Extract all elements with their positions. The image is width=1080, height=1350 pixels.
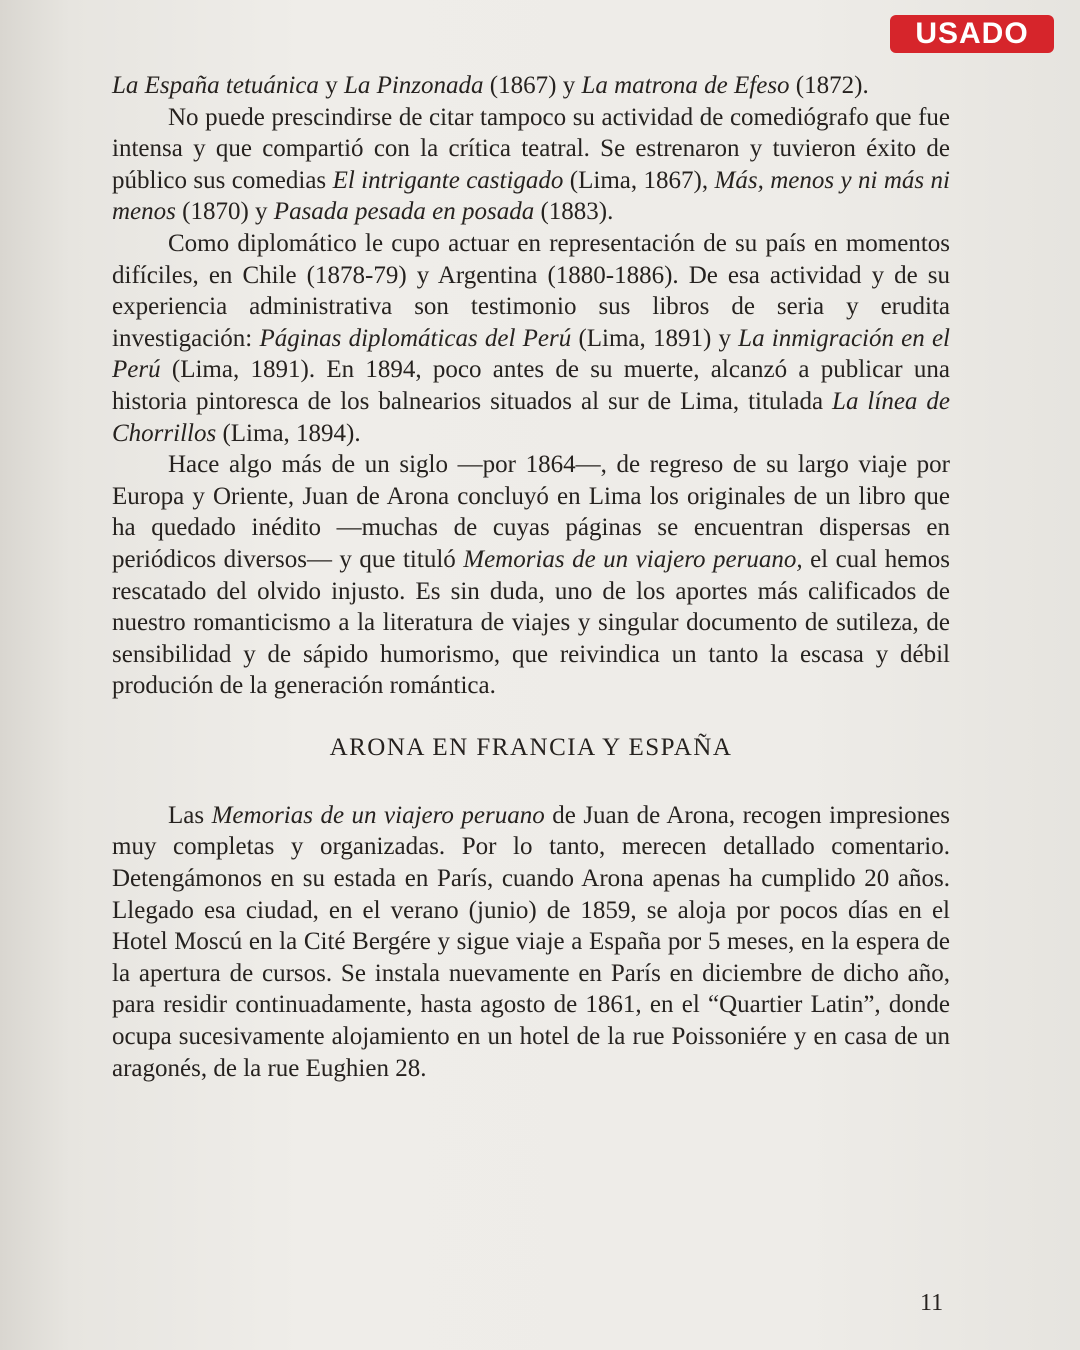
italic-title-text: La matrona de Efeso: [581, 72, 790, 99]
body-text: (1867) y: [483, 72, 582, 99]
italic-title-text: Memorias de un viajero peruano: [211, 801, 545, 829]
paragraph-4: [112, 449, 950, 702]
body-text: (Lima, 1891). En 1894, poco antes de su muerte, alcanzó a publicar una historia pintoresca de los balnearios situados al sur de Lima, titulada: [112, 356, 950, 415]
paragraph-3: [112, 228, 950, 449]
body-text: Como diplomático le cupo actuar en representación de su país en momentos difíciles, en Chile (1878-79) y Argentina (1880-1886). De esa actividad y de su experiencia administrativa son testimonio sus libros de seria y erudita investigación:: [112, 229, 950, 352]
italic-title-text: La línea de Chorrillos: [112, 387, 950, 447]
body-text: (Lima, 1867),: [563, 166, 715, 194]
body-text: (Lima, 1894).: [216, 419, 361, 447]
italic-title-text: El intrigante castigado: [332, 166, 564, 194]
body-text: el cual hemos rescatado del olvido injusto. Es sin duda, uno de los aportes más calificados de nuestro romanticismo a la literatura de viajes y singular documento de sutileza, de sensibilidad y de sápido humorismo, que reivindica un tanto la escasa y débil produción de la generación romántica.: [112, 545, 951, 700]
body-text: No puede prescindirse de citar tampoco su actividad de comediógrafo que fue intensa y que compartió con la crítica teatral. Se estrenaron y tuvieron éxito de público sus comedias: [112, 103, 950, 194]
body-text: (1883).: [534, 198, 614, 226]
paragraph-5: [112, 800, 950, 1084]
body-text: Hace algo más de un siglo —por 1864—, de regreso de su largo viaje por Europa y Oriente, Juan de Arona concluyó en Lima los originales de un libro que ha quedado inédito —muchas de cuyas páginas se encuentran dispersas en periódicos diversos— y que tituló: [112, 451, 950, 573]
italic-title-text: La España tetuánica: [112, 72, 319, 99]
italic-title-text: La inmigración en el Perú: [112, 324, 950, 384]
italic-title-text: Más, menos y ni más ni menos: [112, 166, 950, 226]
italic-title-text: Pasada pesada en posada: [273, 198, 535, 226]
paragraph-1: [112, 70, 950, 102]
body-text: (1872).: [789, 72, 869, 99]
paragraph-2: [112, 102, 950, 228]
body-text: Las: [168, 801, 212, 829]
page-number: 11: [920, 1290, 944, 1316]
body-text: de Juan de Arona, recogen impresiones muy completas y organizadas. Por lo tanto, merecen detallado comentario. Detengámonos en su estada en París, cuando Arona apenas ha cumplido 20 años. Llegado esa ciudad, en el verano (junio) de 1859, se aloja por pocos días en el Hotel Moscú en la Cité Bergére y sigue viaje a España por 5 meses, en la espera de la apertura de cursos. Se instala nuevamente en París en diciembre de dicho año, para residir continuadamente, hasta agosto de 1861, en el “Quartier Latin”, donde ocupa sucesivamente alojamiento en un hotel de la rue Poissoniére y en casa de un aragonés, de la rue Eughien 28.: [112, 801, 950, 1082]
body-text: (1870) y: [175, 198, 274, 226]
section-heading: ARONA EN FRANCIA Y ESPAÑA: [329, 733, 733, 761]
italic-title-text: La Pinzonada: [343, 72, 484, 99]
body-text: y: [318, 72, 344, 99]
book-page-text: [112, 70, 950, 1084]
italic-title-text: Páginas diplomáticas del Perú: [259, 324, 572, 352]
body-text: (Lima, 1891) y: [571, 324, 739, 352]
italic-title-text: Memorias de un viajero peruano,: [463, 545, 803, 573]
used-badge: USADO: [890, 15, 1054, 53]
